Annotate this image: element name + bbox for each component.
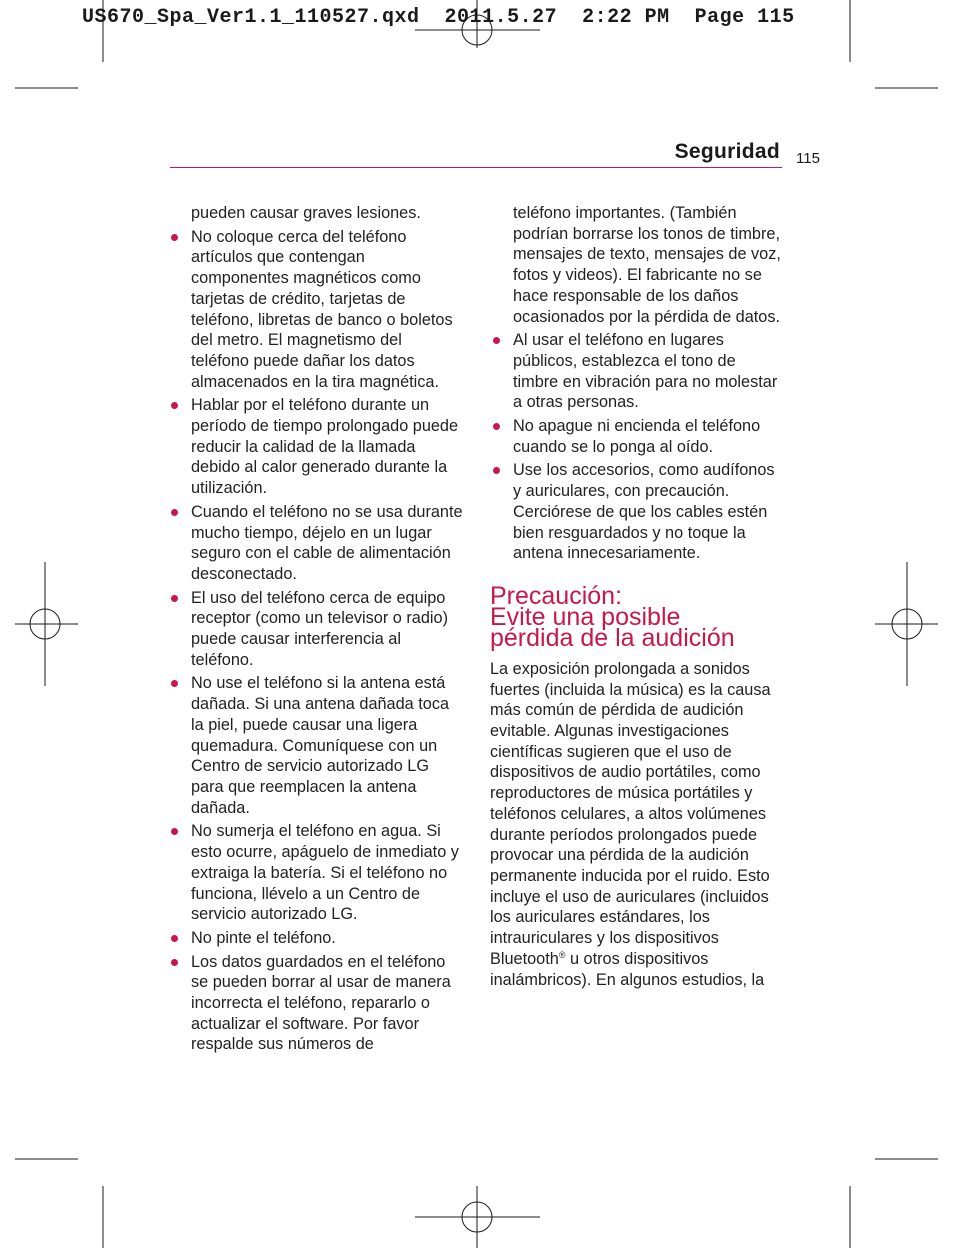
right-column xyxy=(490,203,784,990)
heading-line: Evite una posible xyxy=(490,602,681,631)
list-item: No sumerja el teléfono en agua. Si esto ocurre, apáguelo de inmediato y extraiga la batería. Si el teléfono no funciona, llévelo a un Centro de servicio autorizado LG. xyxy=(168,821,464,925)
bullet-list xyxy=(490,330,784,564)
paragraph-text: u otros dispositivos inalámbricos). En algunos estudios, la xyxy=(490,949,765,989)
continued-text: teléfono importantes. (También podrían borrarse los tonos de timbre, mensajes de texto, mensajes de voz, fotos y videos). El fabricante no se hace responsable de los daños ocasionados por la pérdida de datos. xyxy=(513,204,781,326)
list-item: El uso del teléfono cerca de equipo receptor (como un televisor o radio) puede causar interferencia al teléfono. xyxy=(168,588,464,671)
header-rule xyxy=(170,167,782,168)
list-item: No use el teléfono si la antena está dañada. Si una antena dañada toca la piel, puede causar una ligera quemadura. Comuníquese con un Centro de servicio autorizado LG para que reemplacen la antena dañada. xyxy=(168,673,464,818)
left-column xyxy=(168,203,464,1058)
bullet-list xyxy=(168,227,464,1055)
section-heading xyxy=(490,581,784,652)
list-item: No coloque cerca del teléfono artículos que contengan componentes magnéticos como tarjetas de crédito, tarjetas de teléfono, libretas de banco o boletos del metro. El magnetismo del teléfono puede dañar los datos almacenados en la tira magnética. xyxy=(168,227,464,393)
paragraph-text: La exposición prolongada a sonidos fuertes (incluida la música) es la causa más común de pérdida de audición evitable. Algunas investigaciones científicas sugieren que el uso de dispositivos de audio portátiles, como reproductores de música portátiles y teléfonos celulares, a altos volúmenes durante períodos prolongados puede provocar una pérdida de la audición permanente inducida por el ruido. Esto incluye el uso de auriculares (incluidos los auriculares estándares, los intrauriculares y los dispositivos Bluetooth xyxy=(490,659,771,968)
heading-line: pérdida de la audición xyxy=(490,623,735,652)
body-paragraph xyxy=(490,659,784,990)
list-item: Cuando el teléfono no se usa durante mucho tiempo, déjelo en un lugar seguro con el cable de alimentación desconectado. xyxy=(168,502,464,585)
list-item: No pinte el teléfono. xyxy=(168,928,464,949)
page-number: 115 xyxy=(796,150,820,167)
section-title: Seguridad xyxy=(674,140,780,163)
registered-mark: ® xyxy=(558,949,566,960)
list-item: No apague ni encienda el teléfono cuando se lo ponga al oído. xyxy=(490,416,784,457)
list-item: Hablar por el teléfono durante un período de tiempo prolongado puede reducir la calidad de la llamada debido al calor generado durante la utilización. xyxy=(168,395,464,499)
list-item: Use los accesorios, como audífonos y auriculares, con precaución. Cerciórese de que los cables estén bien resguardados y no toque la antena innecesariamente. xyxy=(490,460,784,564)
heading-line: Precaución: xyxy=(490,581,623,610)
list-item: Los datos guardados en el teléfono se pueden borrar al usar de manera incorrecta el teléfono, repararlo o actualizar el software. Por favor respalde sus números de xyxy=(168,952,464,1056)
list-item: Al usar el teléfono en lugares públicos, establezca el tono de timbre en vibración para no molestar a otras personas. xyxy=(490,330,784,413)
continued-text: pueden causar graves lesiones. xyxy=(191,204,421,222)
print-slug: US670_Spa_Ver1.1_110527.qxd 2011.5.27 2:22 PM Page 115 xyxy=(82,6,795,29)
